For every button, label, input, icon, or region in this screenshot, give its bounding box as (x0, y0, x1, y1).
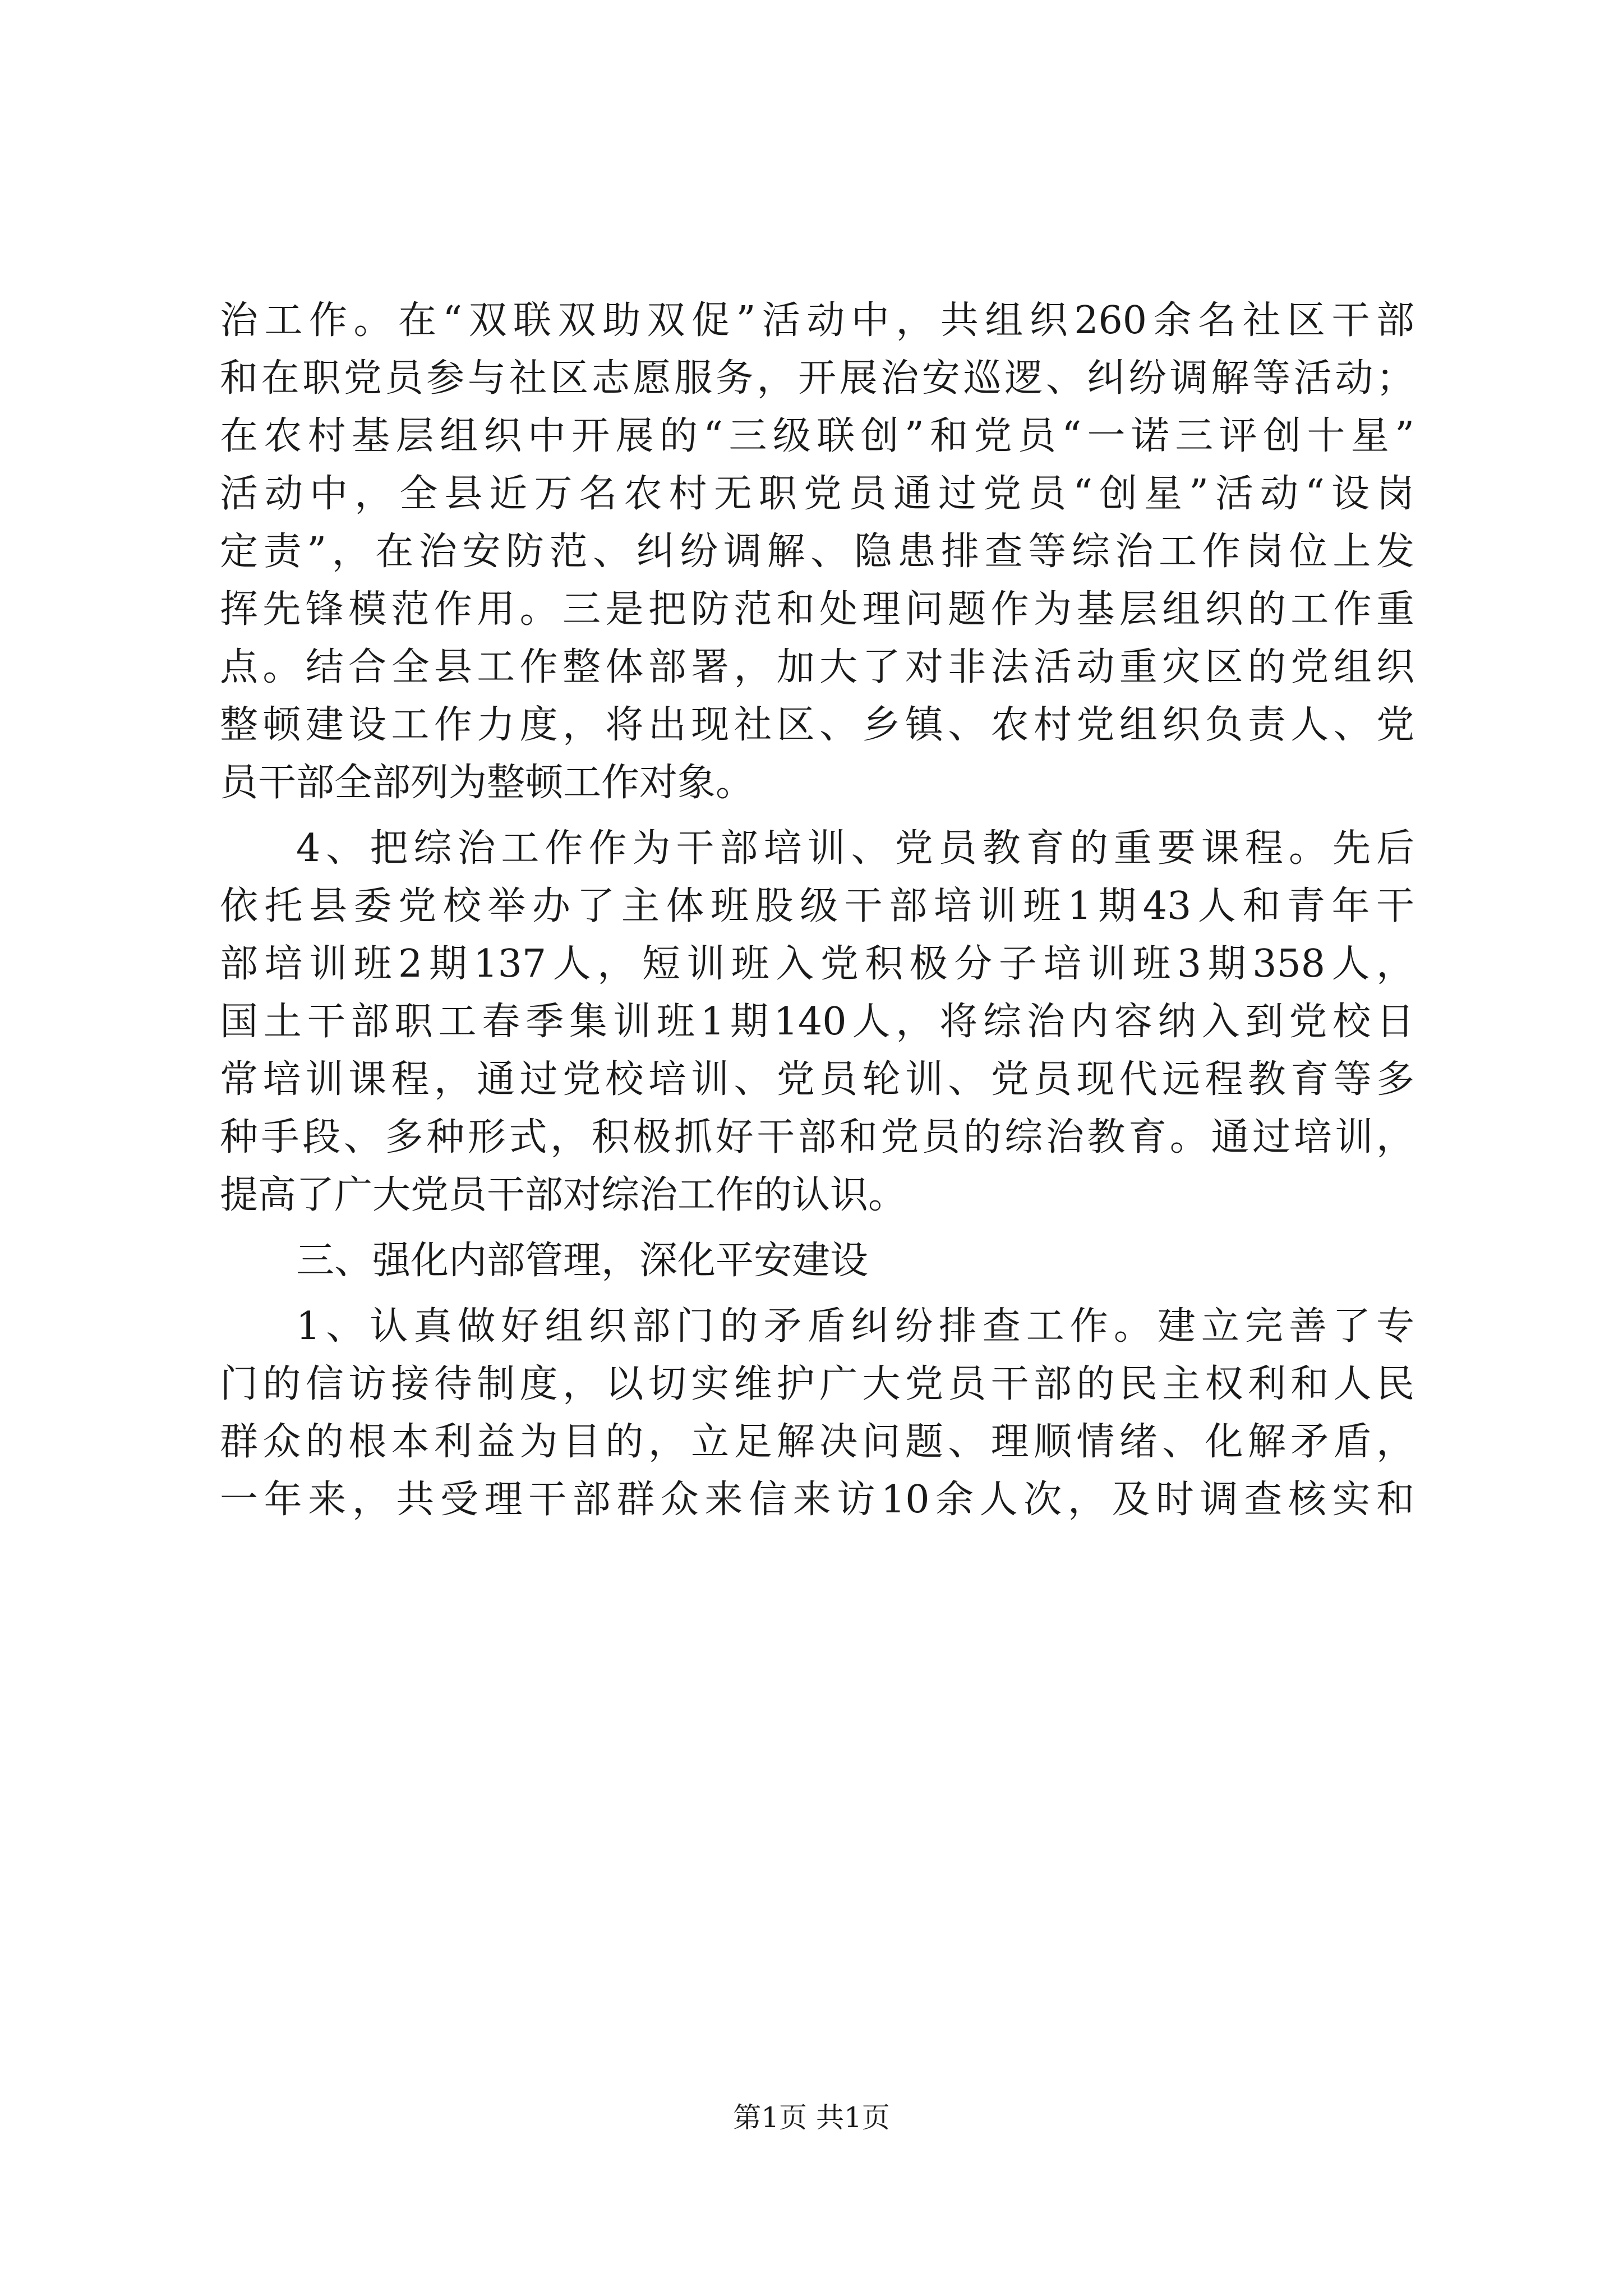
text-line: 部培训班2期137人，短训班入党积极分子培训班3期358人， (220, 942, 1414, 986)
text-line: 定责”，在治安防范、纠纷调解、隐患排查等综治工作岗位上发 (220, 530, 1414, 574)
page-footer: 第1页 共1页 (733, 2101, 890, 2134)
text-line: 门的信访接待制度，以切实维护广大党员干部的民主权利和人民 (220, 1362, 1414, 1406)
paragraph-start-line: 1、认真做好组织部门的矛盾纠纷排查工作。建立完善了专 (296, 1304, 1414, 1349)
text-line: 常培训课程，通过党校培训、党员轮训、党员现代远程教育等多 (220, 1057, 1414, 1102)
text-line: 依托县委党校举办了主体班股级干部培训班1期43人和青年干 (220, 884, 1414, 928)
text-line: 提高了广大党员干部对综治工作的认识。 (220, 1173, 907, 1217)
text-line: 群众的根本利益为目的，立足解决问题、理顺情绪、化解矛盾， (220, 1420, 1414, 1464)
text-line: 在农村基层组织中开展的“三级联创”和党员“一诺三评创十星” (220, 414, 1414, 458)
text-line: 挥先锋模范作用。三是把防范和处理问题作为基层组织的工作重 (220, 587, 1414, 632)
text-line: 一年来，共受理干部群众来信来访10余人次，及时调查核实和 (220, 1478, 1414, 1522)
text-line: 治工作。在“双联双助双促”活动中，共组织260余名社区干部 (220, 298, 1414, 343)
text-line: 国土干部职工春季集训班1期140人，将综治内容纳入到党校日 (220, 1000, 1414, 1044)
text-line: 和在职党员参与社区志愿服务，开展治安巡逻、纠纷调解等活动； (220, 356, 1414, 401)
text-line: 活动中，全县近万名农村无职党员通过党员“创星”活动“设岗 (220, 472, 1414, 516)
text-line: 整顿建设工作力度，将出现社区、乡镇、农村党组织负责人、党 (220, 703, 1414, 747)
section-heading: 三、强化内部管理，深化平安建设 (296, 1239, 869, 1283)
text-line: 种手段、多种形式，积极抓好干部和党员的综治教育。通过培训， (220, 1115, 1414, 1159)
document-body (220, 292, 1414, 1529)
text-line: 员干部全部列为整顿工作对象。 (220, 761, 754, 805)
paragraph-start-line: 4、把综治工作作为干部培训、党员教育的重要课程。先后 (296, 826, 1414, 871)
text-line: 点。结合全县工作整体部署，加大了对非法活动重灾区的党组织 (220, 645, 1414, 689)
